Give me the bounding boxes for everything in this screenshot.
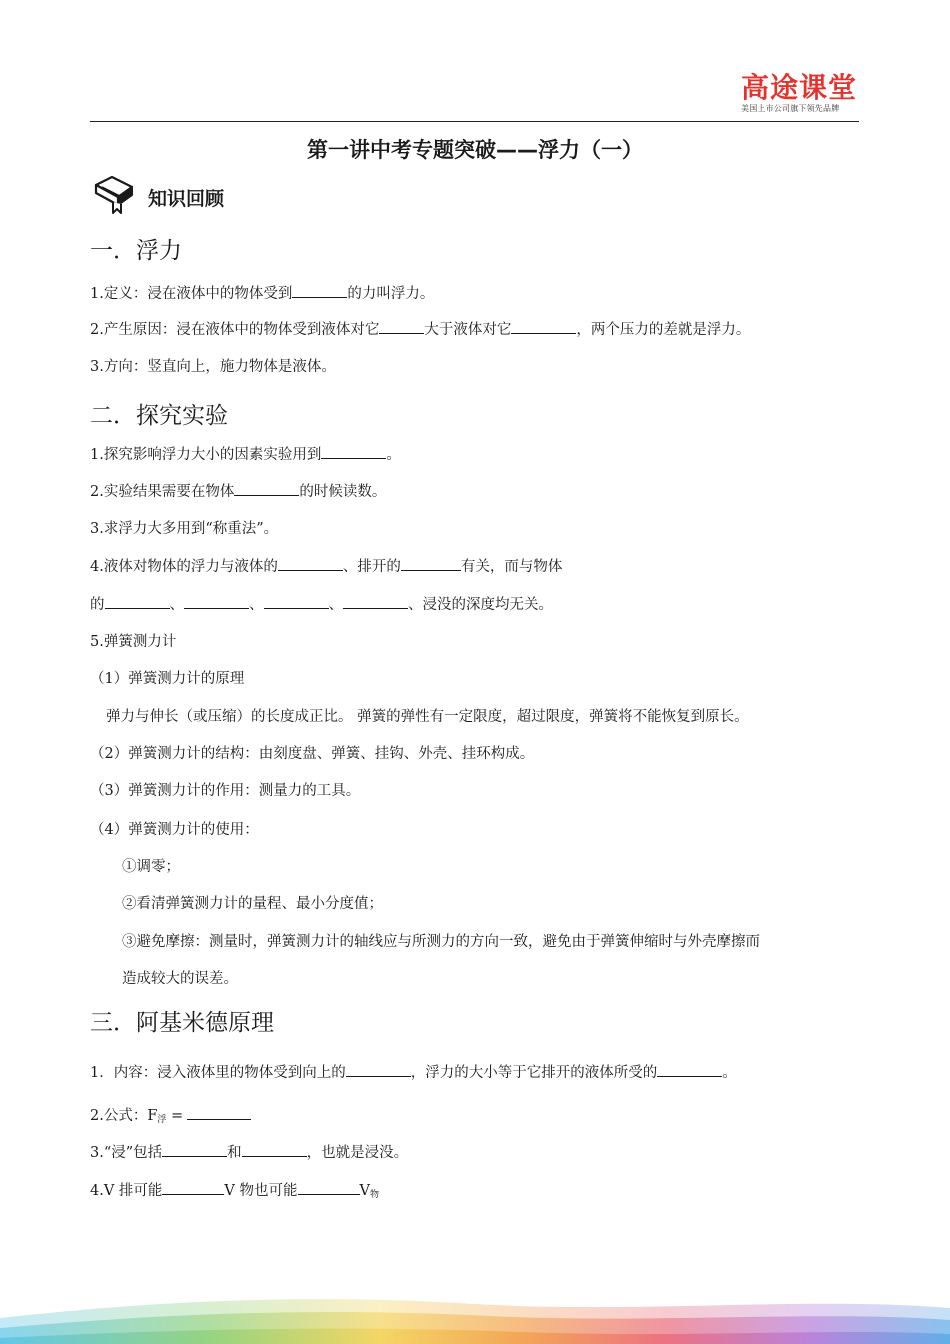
line-weighing: 3.求浮力大多用到“称重法”。 (90, 521, 279, 537)
blank (242, 1141, 307, 1157)
blank (264, 593, 329, 609)
blank (292, 282, 347, 298)
book-icon (92, 173, 136, 217)
line-formula: 2.公式：$F_浮$ = (90, 1104, 251, 1125)
line-cause: 2.产生原因：浸在液体中的物体受到液体对它 大于液体对它 ，两个压力的差就是浮力。 (90, 318, 750, 339)
blank (184, 593, 249, 609)
blank (162, 1141, 227, 1157)
line-principle: （1）弹簧测力计的原理 (90, 671, 245, 687)
line-direction: 3.方向：竖直向上，施力物体是液体。 (90, 359, 336, 375)
line-usage-step-2: ②看清弹簧测力计的量程、最小分度值； (122, 896, 383, 912)
line-function: （3）弹簧测力计的作用：测量力的工具。 (90, 783, 361, 799)
section-label-review: 知识回顾 (148, 188, 225, 210)
page-title: 第一讲中考专题突破——浮力（一） (307, 138, 643, 162)
line-method: 1.探究影响浮力大小的因素实验用到 。 (90, 443, 401, 464)
blank (401, 555, 461, 571)
line-spring-scale: 5.弹簧测力计 (90, 634, 177, 650)
line-definition: 1.定义：浸在液体中的物体受到 的力叫浮力。 (90, 282, 434, 303)
blank (234, 480, 299, 496)
blank (346, 1061, 411, 1077)
heading-experiment: 二．探究实验 (90, 403, 228, 429)
header-rule (90, 121, 859, 122)
line-factors: 4.液体对物体的浮力与液体的 、排开的 有关，而与物体 (90, 555, 562, 576)
blank (511, 318, 576, 334)
brand-tagline: 美国上市公司旗下领先品牌 (741, 104, 840, 113)
line-usage-step-1: ①调零； (122, 859, 180, 875)
blank (187, 1104, 251, 1120)
brand-logo: 高途课堂 (741, 71, 858, 104)
line-content: 1．内容：浸入液体里的物体受到向上的 ，浮力的大小等于它排开的液体所受的 。 (90, 1061, 737, 1082)
blank (343, 593, 408, 609)
blank (105, 593, 170, 609)
blank (657, 1061, 722, 1077)
line-factors-cont: 的 、 、 、 、浸没的深度均无关。 (90, 593, 553, 614)
line-structure: （2）弹簧测力计的结构：由刻度盘、弹簧、挂钩、外壳、挂环构成。 (90, 746, 535, 762)
line-principle-text: 弹力与伸长（或压缩）的长度成正比。 弹簧的弹性有一定限度，超过限度，弹簧将不能恢复到原长。 (106, 709, 749, 725)
blank (278, 555, 343, 571)
blank (379, 318, 424, 334)
heading-archimedes: 三．阿基米德原理 (90, 1010, 274, 1036)
blank (321, 443, 386, 459)
line-volume: 4.V 排可能 V 物也可能 $V_物$ (90, 1179, 379, 1200)
line-usage: （4）弹簧测力计的使用： (90, 822, 259, 838)
line-immersion: 3.“浸”包括 和 ，也就是浸没。 (90, 1141, 408, 1162)
line-reading: 2.实验结果需要在物体 的时候读数。 (90, 480, 386, 501)
heading-buoyancy: 一．浮力 (90, 238, 182, 264)
line-usage-step-3-cont: 造成较大的误差。 (122, 971, 238, 987)
blank (162, 1179, 224, 1195)
line-usage-step-3: ③避免摩擦：测量时，弹簧测力计的轴线应与所测力的方向一致，避免由于弹簧伸缩时与外壳摩擦而 (122, 934, 760, 950)
blank (298, 1179, 360, 1195)
decorative-footer-band (0, 1290, 950, 1344)
